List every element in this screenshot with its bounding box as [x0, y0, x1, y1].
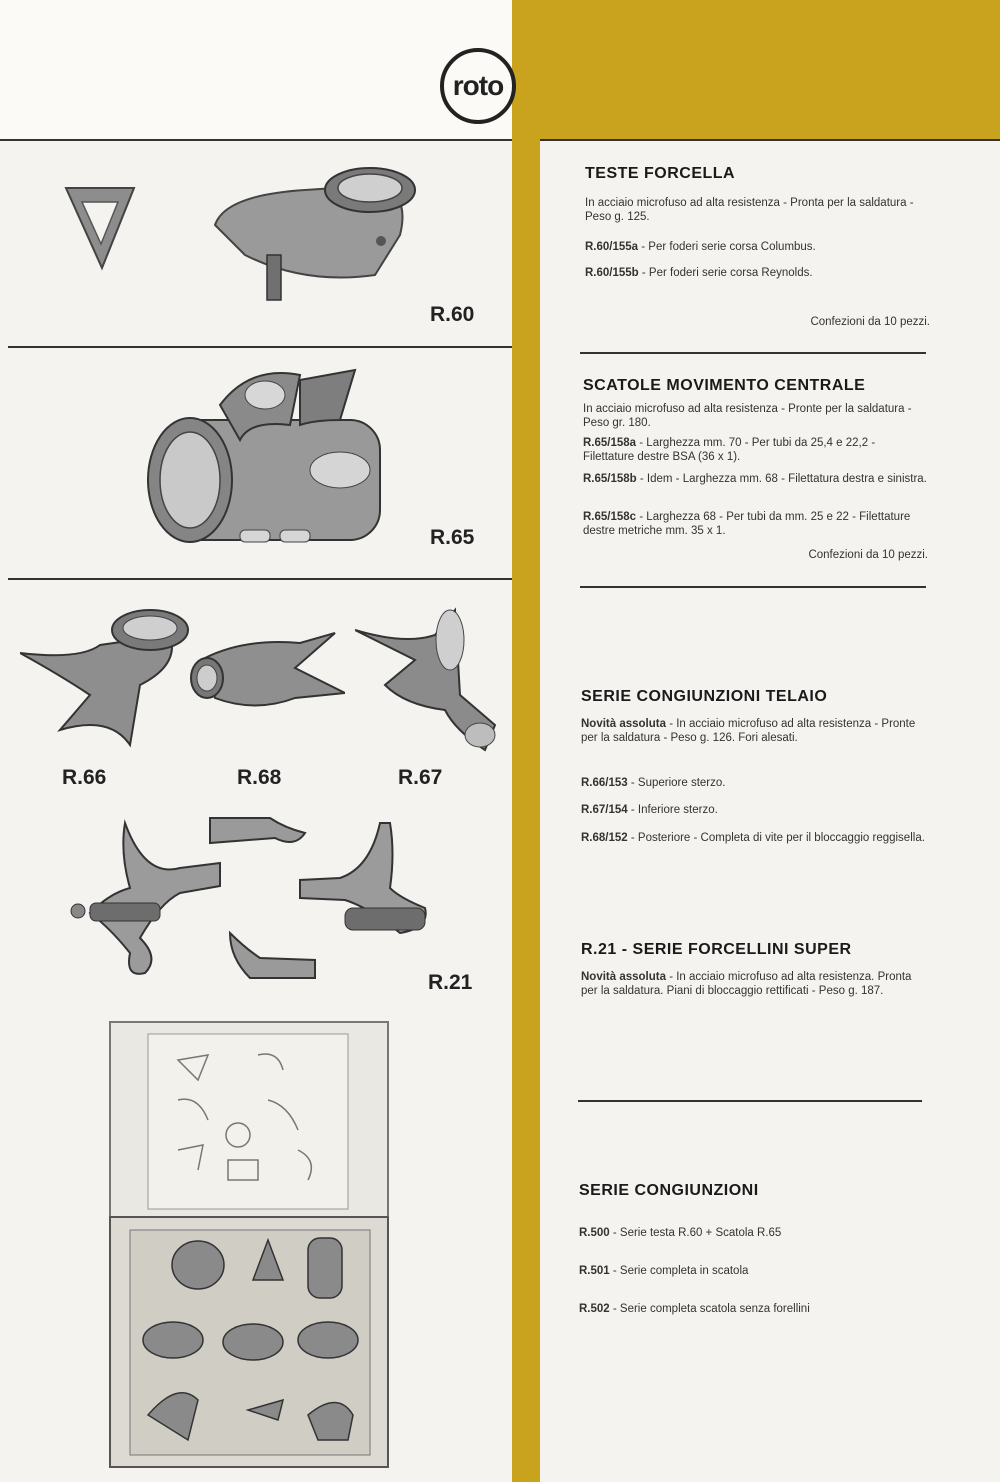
- spec-text: - Inferiore sterzo.: [627, 804, 718, 816]
- r60-fork-crown-photo: [205, 155, 445, 305]
- boxed-set-photo: [108, 1020, 390, 1470]
- desc-text: - In acciaio microfuso ad alta resistenza - Pronte per la saldatura - Peso g. 126. Fori alesati.: [581, 718, 916, 744]
- gold-vertical-strip: [512, 140, 540, 1482]
- divider: [580, 586, 926, 588]
- r66-lug-photo: [20, 605, 190, 750]
- divider: [0, 139, 512, 141]
- spec-code: R.65/158c: [583, 511, 637, 523]
- gold-strip-top: [512, 0, 540, 140]
- spec-line: [581, 803, 926, 817]
- desc-lead: Novità assoluta: [581, 718, 666, 730]
- spec-text: - Larghezza mm. 70 - Per tubi da 25,4 e 22,2 - Filettature destre BSA (36 x 1).: [583, 437, 876, 463]
- spec-code: R.65/158a: [583, 437, 637, 449]
- r21-dropouts-photo: [70, 808, 450, 988]
- pack-note: Confezioni da 10 pezzi.: [810, 316, 930, 328]
- spec-code: R.501: [579, 1265, 610, 1277]
- spec-text: - Serie completa scatola senza forellini: [609, 1303, 810, 1315]
- spec-line: [585, 240, 930, 254]
- r68-lug-photo: [185, 628, 345, 713]
- section-title-scatole: SCATOLE MOVIMENTO CENTRALE: [583, 377, 866, 394]
- spec-code: R.68/152: [581, 832, 628, 844]
- spec-code: R.502: [579, 1303, 610, 1315]
- r60-wedge-photo: [60, 180, 140, 275]
- spec-line: [583, 436, 928, 464]
- section-desc-scatole: In acciaio microfuso ad alta resistenza - Pronte per la saldatura - Peso gr. 180.: [583, 403, 912, 429]
- spec-text: - Posteriore - Completa di vite per il bloccaggio reggisella.: [627, 832, 925, 844]
- product-label-r68: R.68: [237, 766, 282, 789]
- spec-code: R.60/155a: [585, 241, 639, 253]
- spec-text: - Serie completa in scatola: [609, 1265, 749, 1277]
- pack-note: Confezioni da 10 pezzi.: [808, 549, 928, 561]
- spec-code: R.60/155b: [585, 267, 639, 279]
- divider: [540, 139, 1000, 141]
- product-label-r65: R.65: [430, 526, 475, 549]
- section-desc-teste-forcella: In acciaio microfuso ad alta resistenza - Pronta per la saldatura - Peso g. 125.: [585, 197, 914, 223]
- product-label-r67: R.67: [398, 766, 443, 789]
- section-title-forcellini: R.21 - SERIE FORCELLINI SUPER: [581, 941, 852, 958]
- r67-lug-photo: [355, 605, 515, 760]
- spec-text: - Idem - Larghezza mm. 68 - Filettatura destra e sinistra.: [636, 473, 927, 485]
- desc-lead: Novità assoluta: [581, 971, 666, 983]
- section-title-telaio: SERIE CONGIUNZIONI TELAIO: [581, 688, 828, 705]
- r65-bottom-bracket-photo: [140, 365, 385, 555]
- spec-line: [579, 1264, 924, 1278]
- spec-line: [583, 510, 928, 538]
- section-desc-telaio: [581, 717, 926, 745]
- spec-code: R.65/158b: [583, 473, 637, 485]
- spec-text: - Per foderi serie corsa Reynolds.: [638, 267, 813, 279]
- product-label-r21: R.21: [428, 971, 473, 994]
- divider: [8, 346, 512, 348]
- gold-header-block: [540, 0, 1000, 140]
- product-label-r60: R.60: [430, 303, 475, 326]
- divider: [580, 352, 926, 354]
- section-desc-forcellini: [581, 970, 926, 998]
- roto-logo: [440, 48, 516, 124]
- spec-code: R.66/153: [581, 777, 628, 789]
- header-band: [0, 0, 512, 140]
- divider: [578, 1100, 922, 1102]
- spec-line: [581, 831, 926, 845]
- spec-text: - Superiore sterzo.: [627, 777, 726, 789]
- divider: [8, 578, 512, 580]
- spec-line: [581, 776, 926, 790]
- product-label-r66: R.66: [62, 766, 107, 789]
- spec-code: R.67/154: [581, 804, 628, 816]
- spec-text: - Serie testa R.60 + Scatola R.65: [609, 1227, 782, 1239]
- spec-line: [579, 1302, 924, 1316]
- spec-code: R.500: [579, 1227, 610, 1239]
- desc-text: - In acciaio microfuso ad alta resistenza. Pronta per la saldatura. Piani di bloccaggio rettificati - Peso g. 187.: [581, 971, 912, 997]
- section-title-teste-forcella: TESTE FORCELLA: [585, 165, 736, 182]
- spec-line: [585, 266, 930, 280]
- spec-text: - Larghezza 68 - Per tubi da mm. 25 e 22 - Filettature destre metriche mm. 35 x 1.: [583, 511, 911, 537]
- logo-text: roto: [452, 70, 504, 101]
- spec-text: - Per foderi serie corsa Columbus.: [638, 241, 816, 253]
- spec-line: [583, 472, 928, 486]
- spec-line: [579, 1226, 924, 1240]
- section-title-congiunzioni: SERIE CONGIUNZIONI: [579, 1182, 759, 1199]
